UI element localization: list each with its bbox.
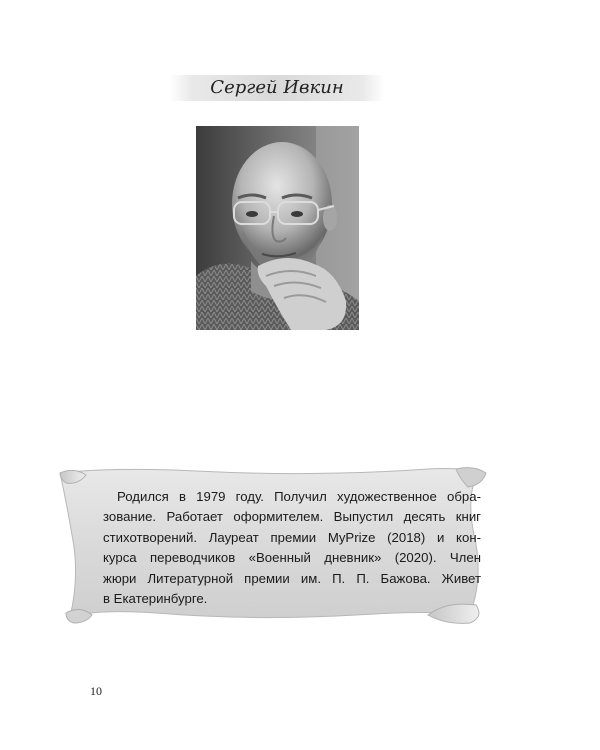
bio-line: жюри Литературной премии им. П. П. Бажова. Живет xyxy=(103,570,481,586)
bio-line: курса переводчиков «Военный дневник» (2020). Член xyxy=(103,550,481,566)
bio-line: зование. Работает оформителем. Выпустил десять книг xyxy=(103,509,481,525)
bio-line: стихотворений. Лауреат премии MyPrize (2018) и кон- xyxy=(103,529,481,545)
author-name: Сергей Ивкин xyxy=(210,77,344,98)
portrait-photo-icon xyxy=(196,126,359,330)
author-biography xyxy=(103,487,481,609)
bio-line: в Екатеринбурге. xyxy=(103,591,208,607)
page-number: 10 xyxy=(90,684,102,698)
author-photo xyxy=(196,126,359,330)
bio-line: Родился в 1979 году. Получил художественное обра- xyxy=(117,489,481,504)
